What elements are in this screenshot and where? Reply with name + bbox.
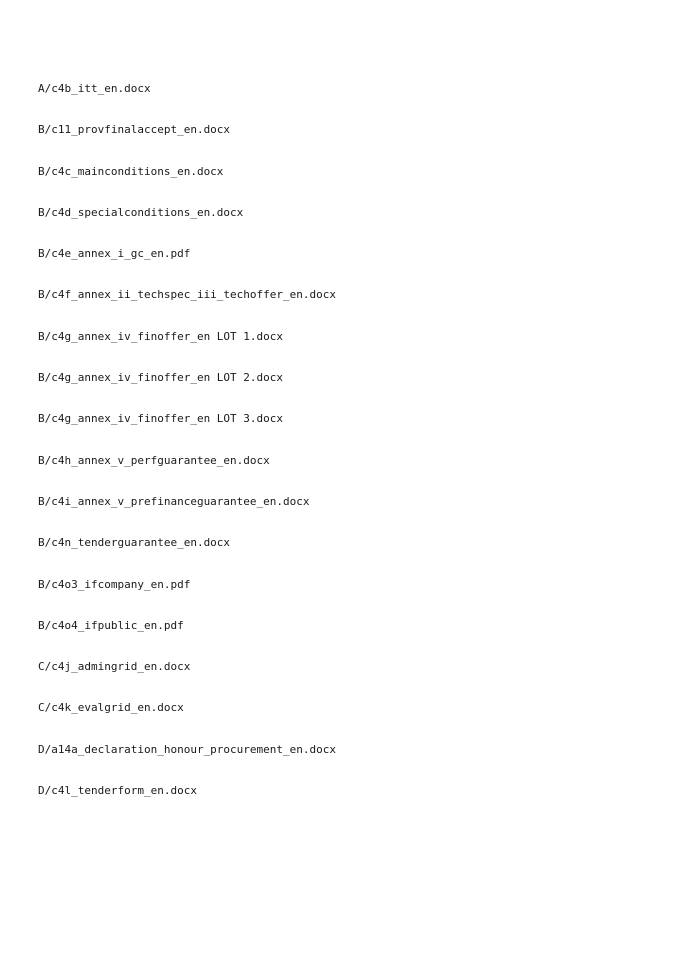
file-entry: B/c4c_mainconditions_en.docx	[38, 164, 224, 178]
file-entry: B/c4f_annex_ii_techspec_iii_techoffer_en.docx	[38, 288, 337, 302]
file-entry: B/c4g_annex_iv_finoffer_en LOT 1.docx	[38, 329, 284, 343]
file-entry: D/c4l_tenderform_en.docx	[38, 784, 197, 798]
file-entry: B/c4e_annex_i_gc_en.pdf	[38, 247, 191, 261]
file-entry: B/c4d_specialconditions_en.docx	[38, 205, 244, 219]
file-entry: B/c4g_annex_iv_finoffer_en LOT 2.docx	[38, 371, 284, 385]
file-entry: B/c4g_annex_iv_finoffer_en LOT 3.docx	[38, 412, 284, 426]
file-entry: B/c11_provfinalaccept_en.docx	[38, 123, 231, 137]
file-entry: B/c4o3_ifcompany_en.pdf	[38, 577, 191, 591]
file-entry: A/c4b_itt_en.docx	[38, 82, 151, 95]
file-entry: B/c4i_annex_v_prefinanceguarantee_en.docx	[38, 494, 310, 508]
file-entry: C/c4j_admingrid_en.docx	[38, 660, 191, 674]
file-entry: B/c4o4_ifpublic_en.pdf	[38, 618, 184, 632]
file-entry: C/c4k_evalgrid_en.docx	[38, 701, 184, 715]
file-entry: B/c4h_annex_v_perfguarantee_en.docx	[38, 453, 270, 467]
file-list	[38, 82, 336, 825]
file-entry: B/c4n_tenderguarantee_en.docx	[38, 536, 231, 550]
file-entry: D/a14a_declaration_honour_procurement_en.docx	[38, 742, 337, 756]
